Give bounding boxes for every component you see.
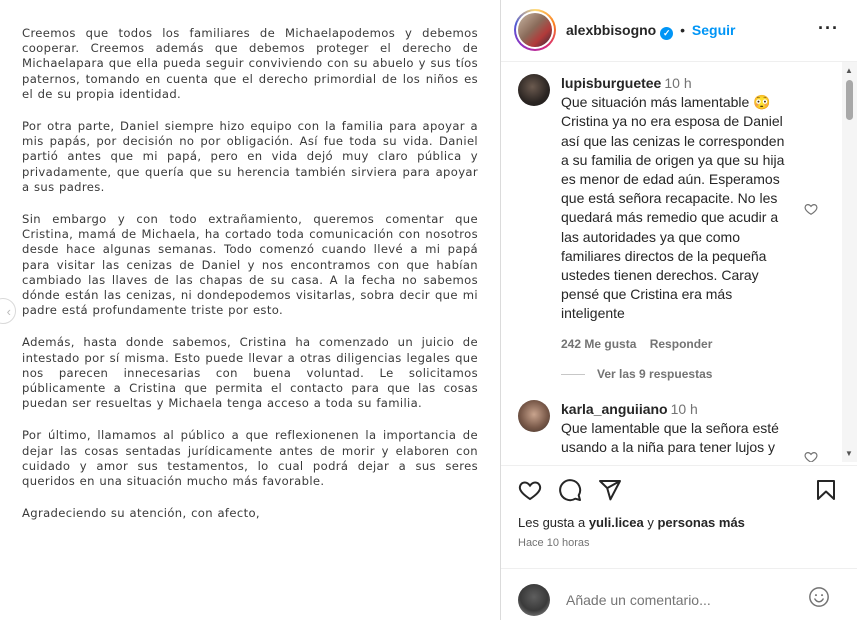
carousel-prev-button[interactable] xyxy=(0,298,16,324)
more-options-icon[interactable]: ··· xyxy=(818,18,839,38)
scrollbar-thumb[interactable] xyxy=(846,80,853,120)
statement-paragraph: Por último, llamamos al público a que reflexionenen la importancia de dejar las cosas sentadas jurídicamente antes de morir y elaboren con cuidado y amor sus testamentos, lo cual podrá dejar a sus seres queridos en una situación mucho más favorable. xyxy=(22,428,478,489)
comment-likes[interactable]: 242 Me gusta xyxy=(561,336,637,351)
follow-button[interactable]: Seguir xyxy=(691,22,736,38)
liked-by-prefix: Les gusta a xyxy=(518,515,589,530)
commenter-avatar[interactable] xyxy=(518,400,550,432)
heart-icon[interactable] xyxy=(518,478,542,502)
statement-paragraph: Creemos que todos los familiares de Michaelapodemos y debemos cooperar. Creemos además que debemos proteger el derecho de Michaelapara que ella pueda seguir conviviendo con su abuelo y sus tíos paternos, tomando en cuenta que el derecho primordial de los niños es el de su propia identidad. xyxy=(22,26,478,101)
chevron-left-icon: ‹ xyxy=(6,303,11,319)
commenter-avatar[interactable] xyxy=(518,74,550,106)
reply-button[interactable]: Responder xyxy=(649,336,713,351)
verified-badge-icon: ✓ xyxy=(660,27,673,40)
liked-by-line xyxy=(518,515,745,530)
comment-body xyxy=(561,400,791,458)
liked-by-user[interactable]: yuli.licea xyxy=(588,515,644,530)
view-replies-button[interactable]: Ver las 9 respuestas xyxy=(561,367,712,381)
comment-input[interactable] xyxy=(566,592,786,608)
scroll-up-icon[interactable]: ▲ xyxy=(845,66,853,75)
actions-divider xyxy=(501,465,857,467)
separator: • xyxy=(680,22,686,38)
comment-icon[interactable] xyxy=(558,478,582,502)
add-comment-bar xyxy=(501,568,857,621)
share-icon[interactable] xyxy=(598,478,622,502)
comment-actions xyxy=(561,335,791,354)
post-panel xyxy=(501,0,857,620)
liked-by-connector: y xyxy=(643,515,658,530)
emoji-icon[interactable] xyxy=(808,586,830,608)
comment-time[interactable]: 10 h xyxy=(664,75,692,91)
comments-list xyxy=(501,62,843,462)
liked-by-others[interactable]: personas más xyxy=(657,515,745,530)
heart-icon[interactable] xyxy=(804,450,818,462)
author-avatar[interactable] xyxy=(514,9,556,51)
post-timestamp[interactable]: Hace 10 horas xyxy=(518,537,590,549)
comment-time[interactable]: 10 h xyxy=(670,401,698,417)
comment-username[interactable]: lupisburguetee xyxy=(561,75,662,91)
comment-body xyxy=(561,74,791,354)
action-bar xyxy=(518,478,838,506)
comment-text: Que situación más lamentable 😳 Cristina ya no era esposa de Daniel así que las cenizas le corresponden a su familia de origen ya que su hija es menor de edad aún. Esperamos que está señora recapacite. No les quedará más remedio que acudir a las autoridades ya que como familiares directos de la pequeña ustedes tienen derechos. Caray pensé que Cristina era más inteligente xyxy=(561,94,785,322)
author-line xyxy=(566,22,736,40)
comment-text: Que lamentable que la señora esté usando a la niña para tener lujos y xyxy=(561,420,779,456)
current-user-avatar xyxy=(518,584,550,616)
comment-username[interactable]: karla_anguiiano xyxy=(561,401,668,417)
statement-paragraph: Sin embargo y con todo extrañamiento, queremos comentar que Cristina, mamá de Michaela, ha cortado toda comunicación con nosotros desde hace algunas semanas. Todo comenzó cuando llevé a mi papá para visitar las cenizas de Daniel y nos encontramos con que habían cambiado las llaves de las chapas de su casa. A la fecha no sabemos dónde están las cenizas, ni dondepodemos visitarlas, sobra decir que mi padre está profundamente triste por esto. xyxy=(22,212,478,318)
statement-paragraph: Por otra parte, Daniel siempre hizo equipo con la familia para apoyar a mis papás, por decisión no por obligación. Así fue toda su vida. Daniel partió antes que mi papá, pero en vida dejó muy claro pública y privadamente, que quería que su herencia también sirviera para apoyar a sus padres. xyxy=(22,119,478,194)
scroll-down-icon[interactable]: ▼ xyxy=(845,449,853,458)
post-header xyxy=(501,0,857,62)
bookmark-icon[interactable] xyxy=(814,478,838,502)
comments-scrollbar[interactable] xyxy=(842,62,857,462)
heart-icon[interactable] xyxy=(804,202,818,216)
statement-paragraph: Además, hasta donde sabemos, Cristina ha comenzado un juicio de intestado por sí misma. Esto puede llevar a otras diligencias legales que nos parecen innecesarias con buena voluntad. Le solicitamos públicamente a Cristina que permita el contacto para que las cosas puedan ser resueltas y Michaela tenga acceso a toda su familia. xyxy=(22,335,478,411)
author-username[interactable]: alexbbisogno xyxy=(566,22,657,38)
statement-paragraph: Agradeciendo su atención, con afecto, xyxy=(22,506,260,521)
